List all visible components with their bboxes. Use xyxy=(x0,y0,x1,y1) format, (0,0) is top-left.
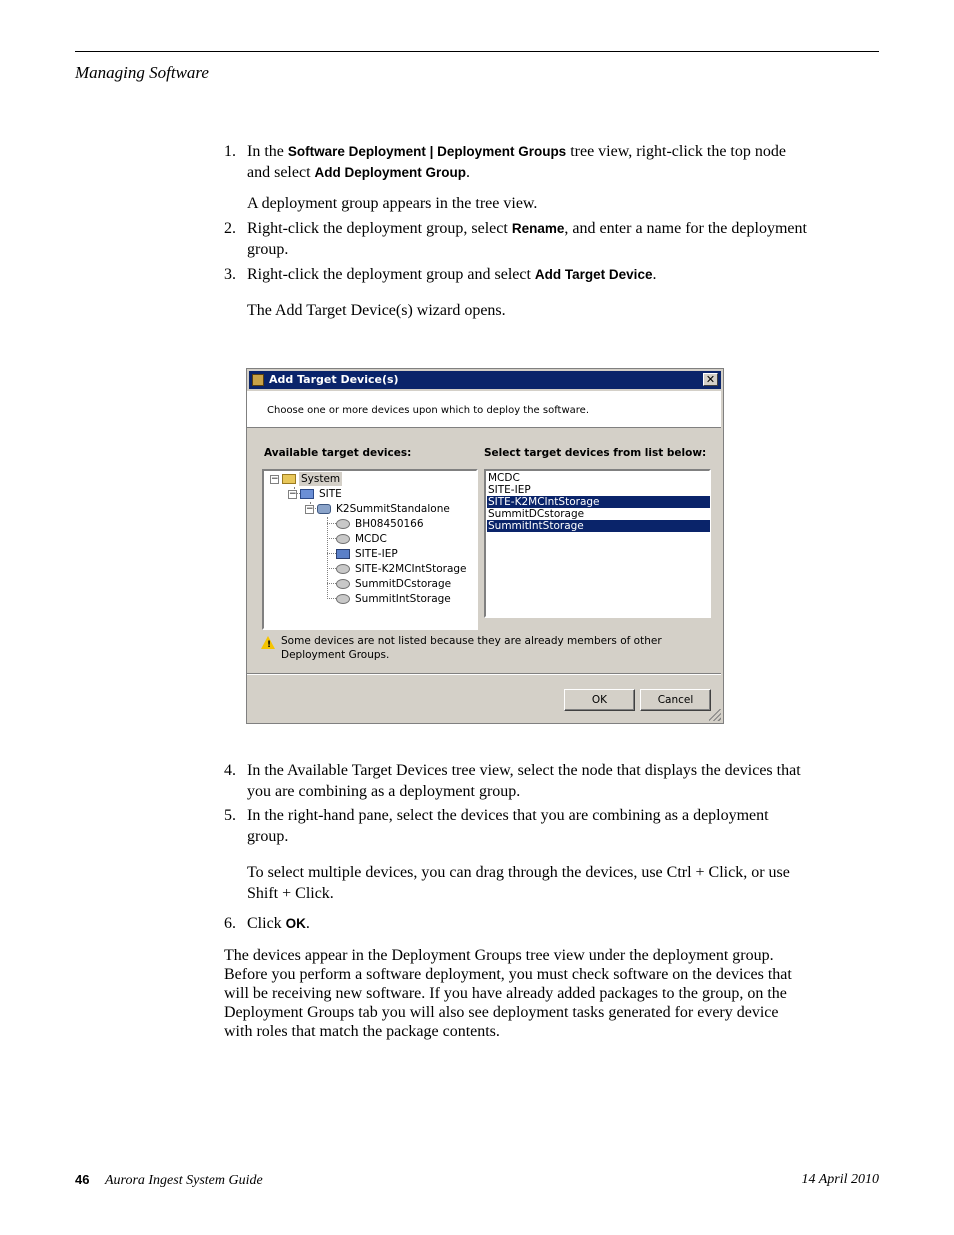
list-item[interactable]: MCDC xyxy=(488,472,520,484)
step-number: 6. xyxy=(224,915,236,932)
section-title: Managing Software xyxy=(75,63,209,82)
step-text: In the Software Deployment | Deployment Groups tree view, right-click the top node and select Add Deployment Group. xyxy=(247,143,786,181)
step-number: 1. xyxy=(224,143,236,160)
resize-grip[interactable] xyxy=(709,709,721,721)
instruction-banner xyxy=(247,391,721,428)
step-note: To select multiple devices, you can drag through the devices, use Ctrl + Click, or use Shift + Click. xyxy=(247,864,790,902)
available-devices-label: Available target devices: xyxy=(264,447,412,459)
ui-reference: Rename xyxy=(511,221,565,236)
collapse-toggle[interactable]: − xyxy=(271,474,279,484)
step-note: The Add Target Device(s) wizard opens. xyxy=(247,302,506,319)
warning-text: Some devices are not listed because they are already members of other Deployment Groups. xyxy=(281,635,662,661)
ok-button[interactable]: OK xyxy=(564,689,635,711)
computer-icon xyxy=(336,549,350,559)
server-icon xyxy=(336,519,350,529)
dialog-title: Add Target Device(s) xyxy=(269,373,399,386)
list-item-selected[interactable]: SummitIntStorage xyxy=(487,520,710,532)
step-number: 4. xyxy=(224,762,236,779)
ui-reference: Software Deployment | Deployment Groups xyxy=(287,144,567,159)
step-text: In the right-hand pane, select the devices that you are combining as a deployment group. xyxy=(247,807,769,845)
step-text: Right-click the deployment group, select Rename, and enter a name for the deployment group. xyxy=(247,220,807,258)
step-number: 5. xyxy=(224,807,236,824)
device-group-icon xyxy=(317,504,331,514)
folder-icon xyxy=(282,474,296,484)
ui-reference: Add Target Device xyxy=(534,267,653,282)
footer-date: 14 April 2010 xyxy=(801,1172,879,1187)
server-icon xyxy=(336,534,350,544)
server-icon xyxy=(336,564,350,574)
server-icon xyxy=(336,594,350,604)
closing-paragraph: The devices appear in the Deployment Groups tree view under the deployment group. Before you perform a software deployment, you must check software on the devices that will be receiving new software. If you have already added packages to the group, on the Deployment Groups tab you will also see deployment tasks generated for every device with roles that match the package contents. xyxy=(224,947,792,1040)
instruction-text: Choose one or more devices upon which to deploy the software. xyxy=(267,405,590,416)
add-target-devices-dialog: Add Target Device(s) ✕ Choose one or more devices upon which to deploy the software. Available target devices: Select target devices from list below: − System − SITE − K2SummitStandalone BH08450166 MCDC SITE-IEP SITE-K2MCIntStorage SummitDCstorage SummitIntStorage MCDC SITE-IEP SITE-K2MCIntStorage SummitDCstorage SummitIntStorage ! Some devices are not listed because they are already members of other Deployment Groups. OK Cancel xyxy=(246,368,724,724)
step-number: 3. xyxy=(224,266,236,283)
header-rule xyxy=(75,51,879,52)
cancel-button[interactable]: Cancel xyxy=(640,689,711,711)
available-devices-tree[interactable]: − System − SITE − K2SummitStandalone BH08450166 MCDC SITE-IEP SITE-K2MCIntStorage SummitDCstorage SummitIntStorage xyxy=(262,469,478,630)
step-number: 2. xyxy=(224,220,236,237)
dialog-app-icon xyxy=(252,374,264,386)
step-text: Right-click the deployment group and select Add Target Device. xyxy=(247,266,657,283)
list-item[interactable]: SummitDCstorage xyxy=(488,508,585,520)
network-site-icon xyxy=(300,489,314,499)
button-separator xyxy=(247,673,721,675)
server-icon xyxy=(336,579,350,589)
close-button[interactable]: ✕ xyxy=(703,373,718,386)
collapse-toggle[interactable]: − xyxy=(306,504,314,514)
book-title: Aurora Ingest System Guide xyxy=(104,1173,263,1188)
page-number: 46 xyxy=(75,1172,90,1187)
collapse-toggle[interactable]: − xyxy=(289,489,297,499)
list-item[interactable]: SITE-IEP xyxy=(488,484,531,496)
footer-left xyxy=(75,1172,263,1189)
step-text: In the Available Target Devices tree view, select the node that displays the devices that you are combining as a deployment group. xyxy=(247,762,801,800)
target-devices-list[interactable] xyxy=(484,469,711,618)
select-devices-label: Select target devices from list below: xyxy=(484,447,707,459)
list-item-selected[interactable]: SITE-K2MCIntStorage xyxy=(487,496,710,508)
step-text: Click OK. xyxy=(247,915,310,932)
ui-reference: OK xyxy=(285,916,306,931)
dialog-title-bar xyxy=(249,371,721,389)
step-note: A deployment group appears in the tree view. xyxy=(247,195,538,212)
ui-reference: Add Deployment Group xyxy=(314,165,467,180)
